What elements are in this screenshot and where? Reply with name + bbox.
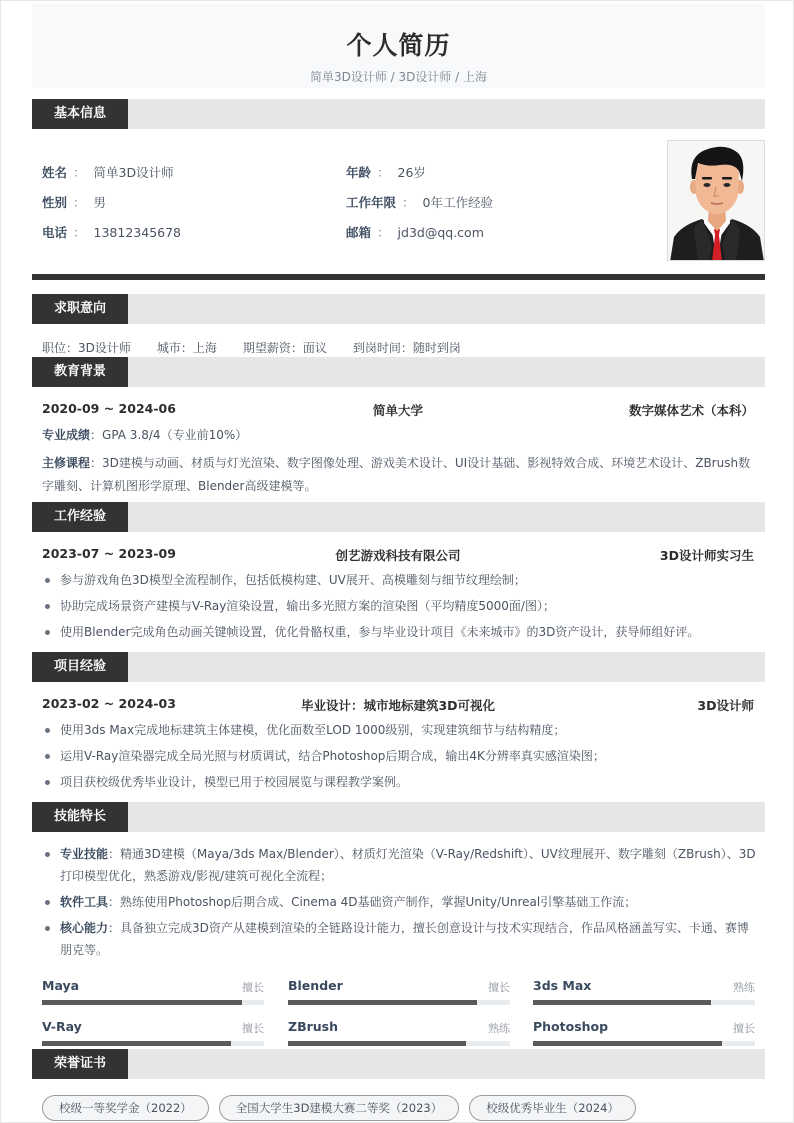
page-title: 个人简历 [346,31,451,60]
honor-badge: 校级优秀毕业生（2024） [469,1095,636,1121]
job-intent [42,339,487,356]
courses-label: 主修课程 [42,456,91,470]
section-header-basic [32,99,765,129]
info-years: 工作年限 ： 0年工作经验 [346,195,493,210]
section-title-skills: 技能特长 [32,802,128,832]
project-role: 3D设计师 [697,698,754,713]
intent-position: 职位：3D设计师 [42,341,131,355]
skill-bar-photoshop: Photoshop 擅长 [533,1019,755,1055]
info-value: 26岁 [397,165,426,180]
section-title-project: 项目经验 [32,652,128,682]
progress-track [288,1000,510,1005]
info-label: 年龄 [346,165,372,180]
skill-bar-blender: Blender 擅长 [288,978,510,1014]
progress-fill [533,1041,722,1046]
info-email: 邮箱 ： jd3d@qq.com [346,225,484,240]
portrait-icon [668,141,765,261]
progress-fill [533,1000,711,1005]
divider [32,274,765,280]
work-company: 创艺游戏科技有限公司 [335,548,461,563]
project-period: 2023-02 ~ 2024-03 [42,696,176,711]
section-header-education [32,357,765,387]
section-title-basic: 基本信息 [32,99,128,129]
list-item: 参与游戏角色3D模型全流程制作，包括低模构建、UV展开、高模雕刻与细节纹理绘制； [42,569,757,591]
info-age: 年龄 ： 26岁 [346,165,426,180]
work-role: 3D设计师实习生 [659,548,754,563]
progress-fill [42,1000,242,1005]
info-label: 姓名 [42,165,68,180]
progress-track [42,1041,264,1046]
project-name: 毕业设计：城市地标建筑3D可视化 [300,698,496,713]
list-item: 核心能力：具备独立完成3D资产从建模到渲染的全链路设计能力，擅长创意设计与技术实现结合，作品风格涵盖写实、卡通、赛博朋克等。 [42,917,757,961]
gpa-value: ：GPA 3.8/4（专业前10%） [90,428,248,442]
education-courses [42,452,757,498]
honor-badge: 全国大学生3D建模大赛二等奖（2023） [219,1095,459,1121]
page-subtitle: 简单3D设计师 / 3D设计师 / 上海 [309,70,488,84]
list-item: 使用3ds Max完成地标建筑主体建模，优化面数至LOD 1000级别，实现建筑细节与结构精度； [42,719,757,741]
section-header-intent [32,294,765,324]
info-label: 邮箱 [346,225,372,240]
work-period: 2023-07 ~ 2023-09 [42,546,176,561]
honors-list [42,1095,646,1121]
list-item: 项目获校级优秀毕业设计，模型已用于校园展览与课程教学案例。 [42,771,757,793]
list-item: 使用Blender完成角色动画关键帧设置，优化骨骼权重，参与毕业设计项目《未来城市》的3D资产设计，获导师组好评。 [42,621,757,643]
info-value: jd3d@qq.com [397,225,484,240]
list-item: 协助完成场景资产建模与V-Ray渲染设置，输出多光照方案的渲染图（平均精度5000面/图）； [42,595,757,617]
list-item: 软件工具：熟练使用Photoshop后期合成、Cinema 4D基础资产制作，掌握Unity/Unreal引擎基础工作流； [42,891,757,913]
education-gpa [42,424,757,447]
gpa-label: 专业成绩 [42,428,91,442]
project-list [42,719,757,797]
section-header-project [32,652,765,682]
progress-fill [42,1041,231,1046]
skills-list [42,843,757,965]
section-header-work [32,502,765,532]
list-item: 运用V-Ray渲染器完成全局光照与材质调试，结合Photoshop后期合成，输出4K分辨率真实感渲染图； [42,745,757,767]
info-name: 姓名 ： 简单3D设计师 [42,165,174,180]
info-value: 0年工作经验 [422,195,493,210]
honor-badge: 校级一等奖学金（2022） [42,1095,209,1121]
info-label: 性别 [42,195,68,210]
info-gender: 性别 ： 男 [42,195,107,210]
work-list [42,569,757,647]
work-row [42,546,754,564]
progress-track [533,1041,755,1046]
education-school: 简单大学 [372,403,423,418]
info-value: 男 [93,195,107,210]
education-major: 数字媒体艺术（本科） [628,403,754,418]
section-title-honors: 荣誉证书 [32,1049,128,1079]
courses-value: ：3D建模与动画、材质与灯光渲染、数字图像处理、游戏美术设计、UI设计基础、影视特效合成、环境艺术设计、ZBrush数字雕刻、计算机图形学原理、Blender高级建模等。 [42,456,751,493]
avatar [667,140,765,261]
skill-label: 软件工具 [60,895,109,909]
progress-track [288,1041,510,1046]
info-phone: 电话 ： 13812345678 [42,225,182,240]
education-period: 2020-09 ~ 2024-06 [42,401,176,416]
resume-header [32,4,765,88]
info-value: 简单3D设计师 [93,165,174,180]
section-title-intent: 求职意向 [32,294,128,324]
info-label: 工作年限 [346,195,397,210]
skill-bar-zbrush: ZBrush 熟练 [288,1019,510,1055]
intent-availability: 到岗时间：随时到岗 [352,341,461,355]
progress-track [533,1000,755,1005]
info-value: 13812345678 [93,225,182,240]
list-item: 专业技能：精通3D建模（Maya/3ds Max/Blender）、材质灯光渲染（V-Ray/Redshift）、UV纹理展开、数字雕刻（ZBrush）、3D打印模型优化，熟悉游戏/影视/建筑可视化全流程； [42,843,757,887]
progress-fill [288,1000,477,1005]
skill-bar-maya: Maya 擅长 [42,978,264,1014]
intent-city: 城市：上海 [156,341,217,355]
section-title-work: 工作经验 [32,502,128,532]
progress-track [42,1000,264,1005]
education-row [42,401,754,419]
info-label: 电话 [42,225,68,240]
skill-label: 核心能力 [60,921,109,935]
skill-bar-vray: V-Ray 擅长 [42,1019,264,1055]
project-row [42,696,754,714]
section-header-honors [32,1049,765,1079]
skill-label: 专业技能 [60,847,109,861]
section-title-education: 教育背景 [32,357,128,387]
progress-fill [288,1041,466,1046]
intent-salary: 期望薪资：面议 [242,341,327,355]
section-header-skills [32,802,765,832]
skill-bar-3dsmax: 3ds Max 熟练 [533,978,755,1014]
